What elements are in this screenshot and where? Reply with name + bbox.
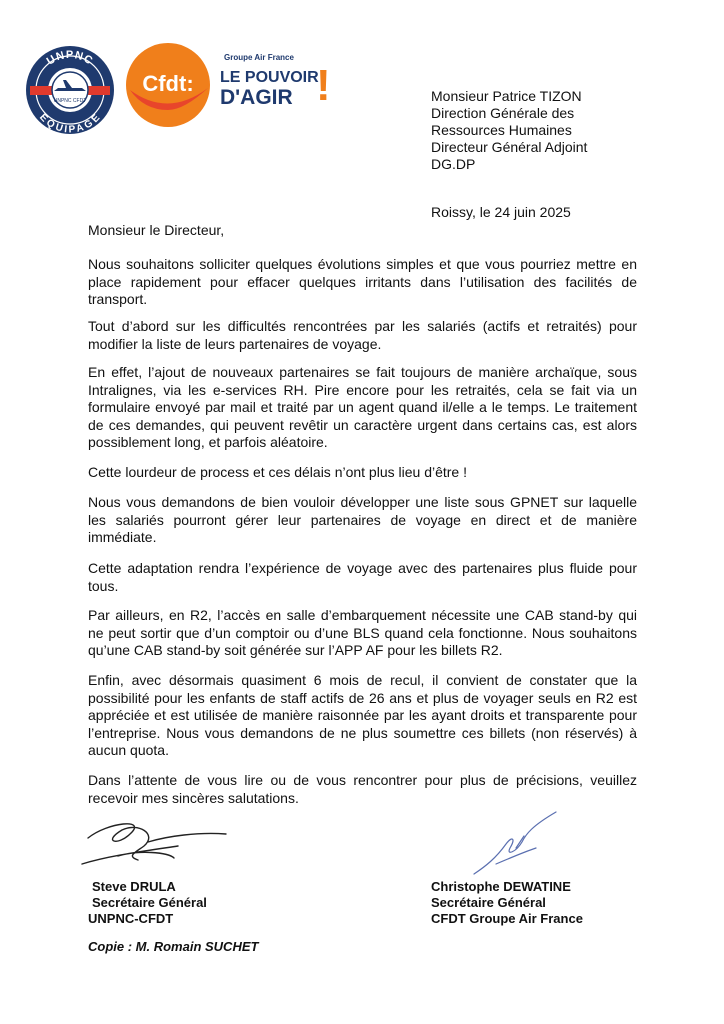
- body-paragraph: En effet, l’ajout de nouveaux partenaires se fait toujours de manière archaïque, sous Intralignes, via les e-services RH. Pire encore pour les retraités, cela se fait via un formulaire envoyé par mail et traité par un agent quand il/elle a le temps. Le traitement de ces demandes, qui peuvent revêtir un caractère urgent dans certains cas, est alors possiblement long, et parfois aléatoire.: [88, 364, 637, 450]
- body-paragraph: Cette adaptation rendra l’expérience de voyage avec des partenaires plus fluide pour tous.: [88, 560, 637, 594]
- recipient-line: Ressources Humaines: [431, 122, 572, 138]
- recipient-line: Directeur Général Adjoint: [431, 139, 588, 155]
- signature-left: [78, 812, 228, 872]
- body-paragraph: Enfin, avec désormais quasiment 6 mois de recul, il convient de constater que la possibilité pour les enfants de staff actifs de 26 ans et plus de voyager seuls en R2 est appréciée et est utilisée de manière raisonnée par les ayant droits et transparente pour l’entreprise. Nous vous demandons de ne plus soumettre ces billets (non réservés) à aucun quota.: [88, 672, 637, 758]
- unpnc-logo: [24, 44, 116, 136]
- recipient-line: DG.DP: [431, 156, 476, 172]
- signatory-title: Secrétaire Général: [92, 895, 207, 910]
- salutation: Monsieur le Directeur,: [88, 222, 225, 238]
- recipient-address: [431, 88, 587, 173]
- unpnc-center-text: UNPNC CFDT: [53, 98, 87, 104]
- signatory-right: [431, 879, 583, 927]
- signatory-title: Secrétaire Général: [431, 895, 546, 910]
- recipient-line: Direction Générale des: [431, 105, 575, 121]
- cfdt-group-text: Groupe Air France: [224, 53, 294, 62]
- body-paragraph: Cette lourdeur de process et ces délais n’ont plus lieu d’être !: [88, 464, 467, 480]
- letter-date: Roissy, le 24 juin 2025: [431, 204, 571, 220]
- signatory-org: CFDT Groupe Air France: [431, 911, 583, 926]
- copy-recipient: Copie : M. Romain SUCHET: [88, 939, 259, 954]
- signatory-left: [88, 879, 207, 927]
- body-paragraph: Dans l’attente de vous lire ou de vous rencontrer pour plus de précisions, veuillez recevoir mes sincères salutations.: [88, 772, 637, 806]
- body-paragraph: Par ailleurs, en R2, l’accès en salle d’embarquement nécessite une CAB stand-by qui ne peut sortir que d’un comptoir ou d’une BLS quand cela fonctionne. Nous souhaitons qu’une CAB stand-by soit générée sur l’APP AF pour les billets R2.: [88, 607, 637, 658]
- body-paragraph: Nous vous demandons de bien vouloir développer une liste sous GPNET sur laquelle les salariés pourront gérer leur partenaires de voyage en direct et de manière immédiate.: [88, 494, 637, 545]
- unpnc-bottom-text: EQUIPAGE: [37, 111, 103, 136]
- cfdt-exclaim: !: [316, 61, 331, 110]
- cfdt-slogan-line2: D'AGIR: [220, 86, 293, 109]
- recipient-line: Monsieur Patrice TIZON: [431, 88, 582, 104]
- body-paragraph: Nous souhaitons solliciter quelques évolutions simples et que vous pourriez mettre en place rapidement pour effacer quelques irritants dans l’utilisation des facilités de transport.: [88, 256, 637, 307]
- signatory-name: Steve DRULA: [92, 879, 176, 894]
- signature-right: [466, 808, 566, 880]
- cfdt-slogan-line1: LE POUVOIR: [220, 69, 319, 86]
- body-paragraph: Tout d’abord sur les difficultés rencontrées par les salariés (actifs et retraités) pour modifier la liste de leurs partenaires de voyage.: [88, 318, 637, 352]
- cfdt-brand-text: Cfdt:: [142, 71, 194, 96]
- cfdt-logo: [124, 40, 339, 130]
- signatory-org: UNPNC-CFDT: [88, 911, 174, 926]
- unpnc-top-text: UNPNC: [44, 49, 96, 68]
- signatory-name: Christophe DEWATINE: [431, 879, 571, 894]
